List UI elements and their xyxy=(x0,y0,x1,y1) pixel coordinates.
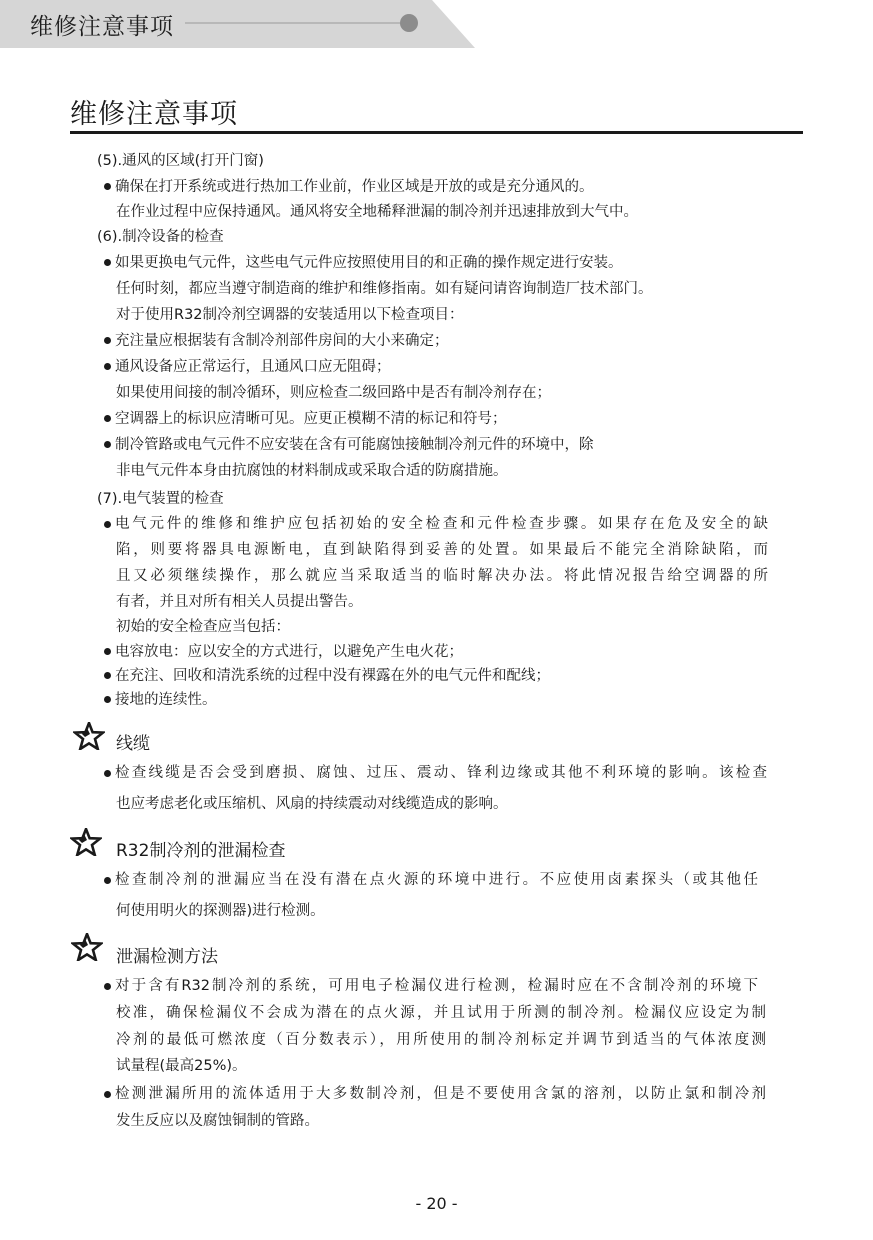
section5-line-2: 在作业过程中应保持通风。通风将安全地稀释泄漏的制冷剂并迅速排放到大气中。 xyxy=(116,204,638,220)
cables-line-2: 也应考虑老化或压缩机、风扇的持续震动对线缆造成的影响。 xyxy=(116,796,508,812)
bullet-icon xyxy=(104,415,111,422)
section6-heading: (6).制冷设备的检查 xyxy=(97,229,224,245)
leak-method-line-2: 校准，确保检漏仪不会成为潜在的点火源，并且试用于所测的制冷剂。检漏仪应设定为制 xyxy=(116,1005,766,1021)
bullet-icon xyxy=(104,337,111,344)
bullet-icon xyxy=(104,696,111,703)
bullet-icon xyxy=(104,648,111,655)
section6-line-9: 非电气元件本身由抗腐蚀的材料制成或采取合适的防腐措施。 xyxy=(116,463,508,479)
leak-method-line-5: 检测泄漏所用的流体适用于大多数制冷剂，但是不要使用含氯的溶剂，以防止氯和制冷剂 xyxy=(115,1086,766,1102)
leak-check-line-1: 检查制冷剂的泄漏应当在没有潜在点火源的环境中进行。不应使用卤素探头（或其他任 xyxy=(115,872,758,888)
section5-line-1: 确保在打开系统或进行热加工作业前，作业区域是开放的或是充分通风的。 xyxy=(104,178,594,196)
leak-check-line-2: 何使用明火的探测器)进行检测。 xyxy=(116,903,325,919)
bullet-icon xyxy=(104,521,111,528)
section7-line-1: 电气元件的维修和维护应包括初始的安全检查和元件检查步骤。如果存在危及安全的缺 xyxy=(115,516,768,532)
bullet-icon xyxy=(104,441,111,448)
star-icon xyxy=(71,933,103,961)
title-divider xyxy=(70,131,803,134)
section7-line-8: 接地的连续性。 xyxy=(104,691,217,709)
section6-line-6: 如果使用间接的制冷循环，则应检查二级回路中是否有制冷剂存在； xyxy=(116,385,551,401)
page-number: - 20 - xyxy=(415,1194,458,1213)
star-icon xyxy=(70,828,102,856)
leak-method-line-4: 试量程(最高25%)。 xyxy=(116,1058,247,1074)
section7-line-7: 在充注、回收和清洗系统的过程中没有裸露在外的电气元件和配线； xyxy=(104,667,550,685)
section6-line-3: 对于使用R32制冷剂空调器的安装适用以下检查项目： xyxy=(116,307,464,323)
leak-method-line-1: 对于含有R32制冷剂的系统，可用电子检漏仪进行检测，检漏时应在不含制冷剂的环境下 xyxy=(115,978,758,994)
section5-heading: (5).通风的区域(打开门窗) xyxy=(97,153,264,169)
bullet-icon xyxy=(104,363,111,370)
page-title: 维修注意事项 xyxy=(70,99,238,130)
section6-line-4: 充注量应根据装有含制冷剂部件房间的大小来确定； xyxy=(104,332,449,350)
bullet-icon xyxy=(104,672,111,679)
leak-method-heading: 泄漏检测方法 xyxy=(116,947,218,967)
header-tab-title: 维修注意事项 xyxy=(30,14,174,40)
header-tab xyxy=(0,0,475,48)
section6-line-2: 任何时刻，都应当遵守制造商的维护和维修指南。如有疑问请咨询制造厂技术部门。 xyxy=(116,281,653,297)
bullet-icon xyxy=(104,770,111,777)
section7-line-5: 初始的安全检查应当包括： xyxy=(116,619,290,635)
section6-line-1: 如果更换电气元件，这些电气元件应按照使用目的和正确的操作规定进行安装。 xyxy=(104,254,623,272)
cables-heading: 线缆 xyxy=(116,734,150,754)
bullet-icon xyxy=(104,983,111,990)
cables-line-1: 检查线缆是否会受到磨损、腐蚀、过压、震动、锋利边缘或其他不利环境的影响。该检查 xyxy=(115,765,767,781)
bullet-icon xyxy=(104,183,111,190)
bullet-icon xyxy=(104,877,111,884)
leak-method-line-6: 发生反应以及腐蚀铜制的管路。 xyxy=(116,1113,319,1129)
header-dot-icon xyxy=(400,14,418,32)
section7-line-4: 有者，并且对所有相关人员提出警告。 xyxy=(116,594,363,610)
bullet-icon xyxy=(104,1091,111,1098)
leak-method-line-3: 冷剂的最低可燃浓度（百分数表示），用所使用的制冷剂标定并调节到适当的气体浓度测 xyxy=(116,1032,766,1048)
section6-line-8: 制冷管路或电气元件不应安装在含有可能腐蚀接触制冷剂元件的环境中，除 xyxy=(104,436,594,454)
section6-line-7: 空调器上的标识应清晰可见。应更正模糊不清的标记和符号； xyxy=(104,410,507,428)
bullet-icon xyxy=(104,259,111,266)
star-icon xyxy=(73,722,105,750)
section7-line-3: 且又必须继续操作，那么就应当采取适当的临时解决办法。将此情况报告给空调器的所 xyxy=(116,568,768,584)
section7-line-6: 电容放电：应以安全的方式进行，以避免产生电火花； xyxy=(104,643,463,661)
section7-line-2: 陷，则要将器具电源断电，直到缺陷得到妥善的处置。如果最后不能完全消除缺陷，而 xyxy=(116,542,768,558)
section7-heading: (7).电气装置的检查 xyxy=(97,491,224,507)
section6-line-5: 通风设备应正常运行，且通风口应无阻碍； xyxy=(104,358,391,376)
leak-check-heading: R32制冷剂的泄漏检查 xyxy=(116,841,286,861)
